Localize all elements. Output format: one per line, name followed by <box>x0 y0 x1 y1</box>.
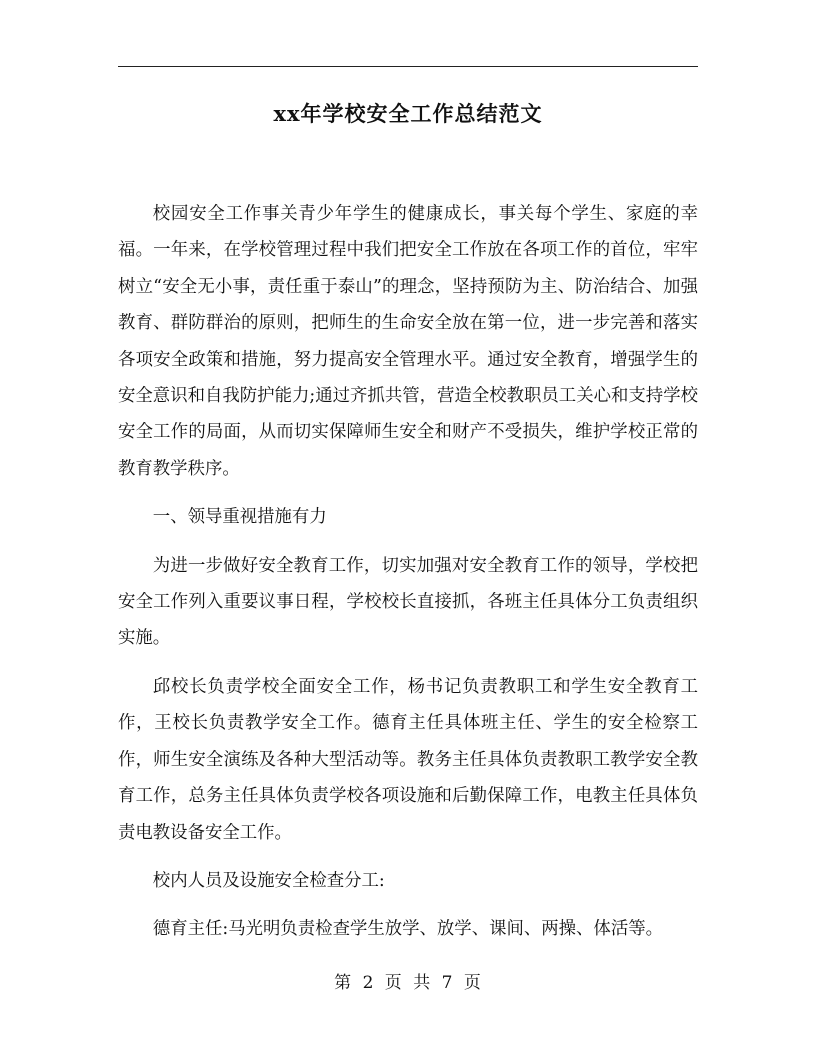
paragraph-leadership: 为进一步做好安全教育工作，切实加强对安全教育工作的领导，学校把安全工作列入重要议事日程，学校校长直接抓，各班主任具体分工负责组织实施。 <box>118 555 698 649</box>
page-number: 第 2 页 共 7 页 <box>334 973 482 993</box>
document-title: xx年学校安全工作总结范文 <box>273 101 543 126</box>
paragraph-moral-director: 德育主任:马光明负责检查学生放学、放学、课间、两操、体活等。 <box>152 919 663 940</box>
header-rule <box>118 66 698 67</box>
paragraph-responsibilities: 邱校长负责学校全面安全工作，杨书记负责教职工和学生安全教育工作，王校长负责教学安全工作。德育主任具体班主任、学生的安全检察工作，师生安全演练及各种大型活动等。教务主任具体负责教职工教学安全教育工作，总务主任具体负责学校各项设施和后勤保障工作，电教主任具体负责电教设备安全工作。 <box>118 676 698 843</box>
document-body <box>118 196 698 960</box>
paragraph-intro: 校园安全工作事关青少年学生的健康成长，事关每个学生、家庭的幸福。一年来，在学校管理过程中我们把安全工作放在各项工作的首位，牢牢树立“安全无小事，责任重于泰山”的理念，坚持预防为主、防治结合、加强教育、群防群治的原则，把师生的生命安全放在第一位，进一步完善和落实各项安全政策和措施，努力提高安全管理水平。通过安全教育，增强学生的安全意识和自我防护能力;通过齐抓共管，营造全校教职员工关心和支持学校安全工作的局面，从而切实保障师生安全和财产不受损失，维护学校正常的教育教学秩序。 <box>118 204 698 479</box>
paragraph-inspection-division: 校内人员及设施安全检查分工: <box>152 870 385 891</box>
section-heading-leadership: 一、领导重视措施有力 <box>152 507 327 528</box>
